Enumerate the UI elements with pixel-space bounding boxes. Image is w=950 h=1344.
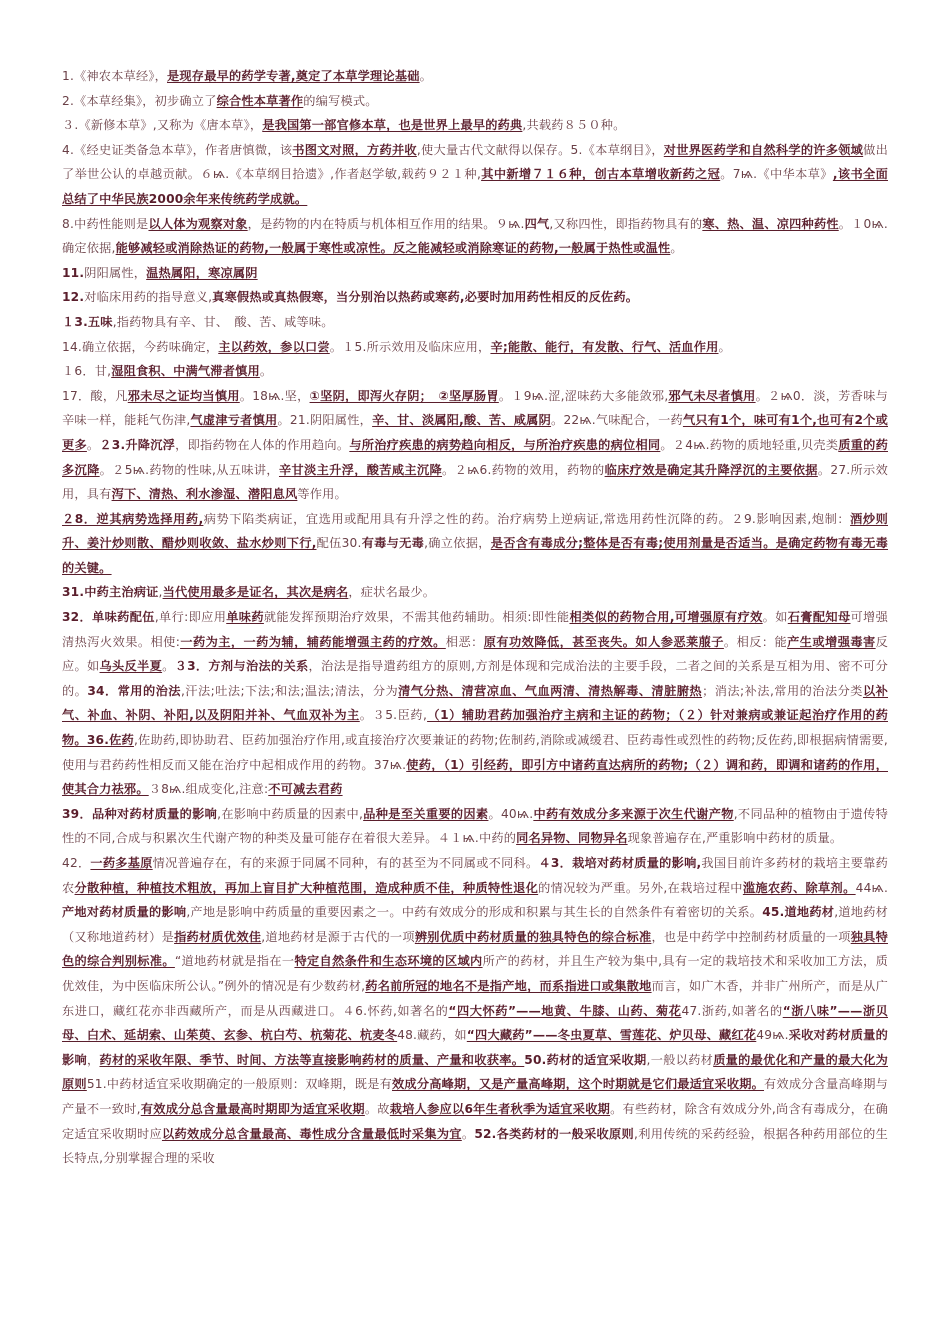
text-run: 。２4ѩ.药物的质地轻重,贝壳类	[660, 437, 839, 452]
key-phrase: 其中新增７１６种，创古本草增收新药之冠	[481, 167, 721, 182]
key-phrase: “四大藏药”——冬虫夏草、雪莲花、炉贝母、藏红花	[466, 1028, 757, 1043]
text-run: 而言，如广木香，并非广州所产，而是从广东进口，藏红花亦非西藏所产，而是从西藏进口。４6.怀药,如著名的	[62, 978, 888, 1018]
paragraph	[62, 335, 888, 360]
key-phrase: 一药多基原	[90, 856, 153, 870]
heading-phrase: 39．品种对药材质量的影响	[62, 806, 218, 821]
key-phrase: 特定自然条件和生态环境的区域内	[294, 954, 483, 969]
text-run: 就能发挥预期治疗效果，不需其他药辅助。相须:即性能	[263, 610, 570, 625]
text-run: ，治法是指导遣药组方的原则,方剂是体现和完成治法的主要手段，二者之间的关系是互相为用、密不可分的。	[62, 659, 888, 698]
text-run: ,佐助药,即协助君、臣药加强治疗作用,或直接治疗次要兼证的药物;佐制药,消除或减缓君、臣药毒性或烈性的药物;反佐药,即根据病情需要,使用与君药药性相反而又能在治疗中起相成作用的药物。37ѩ.	[62, 733, 888, 772]
heading-phrase: 真寒假热或真热假寒，当分别治以热药或寒药,必要时加用药性相反的反佐药。	[212, 290, 639, 305]
text-run: 。２5ѩ.药物的性味,从五味讲，	[99, 462, 279, 477]
paragraph	[62, 605, 888, 802]
text-run: ,在影响中药质量的因素中,	[217, 806, 364, 821]
text-run: ，是药物的内在特质与机体相互作用的结果。９ѩ.	[247, 216, 525, 231]
key-phrase: “四大怀药”——地黄、牛膝、山药、菊花	[448, 1003, 682, 1018]
heading-phrase: 50.药材的适宜采收期	[524, 1052, 647, 1067]
paragraph	[62, 384, 888, 507]
text-run: 42．	[62, 856, 91, 870]
key-phrase: 辛、甘、淡属阳,酸、苦、咸属阴	[372, 413, 552, 428]
key-phrase: 药名前所冠的地名不是指产地，而系指进口或集散地	[365, 978, 652, 993]
key-phrase: ２8．逆其病势选择用药,	[62, 511, 204, 526]
heading-phrase: ３3．方剂与治法的关系	[174, 659, 309, 674]
key-phrase: 使药，（1）引经药，即引方中诸药直达病所的药物;（２）调和药，即调和诸药的作用，使其合力祛邪。	[62, 757, 888, 797]
paragraph	[62, 802, 888, 851]
text-run: 配伍30.	[316, 536, 362, 551]
text-run: ,共载药８５０种。	[522, 118, 626, 133]
text-run: ,一般以药材	[646, 1052, 714, 1067]
text-run: 可增强清热泻火效果。相使:	[62, 610, 888, 649]
heading-phrase: 52.各类药材的一般采收原则	[474, 1126, 635, 1141]
key-phrase: 效成分高峰期，又是产量高峰期，这个时期就是它们最适宜采收期。	[392, 1077, 765, 1092]
text-run: 有效成分含量高峰期与产量不一致时,	[62, 1077, 889, 1116]
text-run: ,单行:即应用	[154, 610, 227, 625]
text-run: 病势下陷类病证，宜选用或配用具有升浮之性的药。治疗病势上逆病证,常选用药性沉降的药。２9.影响因素,炮制：	[203, 511, 851, 526]
key-phrase: 泻下、清热、利水渗湿、潜阳息风	[111, 487, 298, 502]
key-phrase: 产生或增强毒害	[787, 634, 876, 649]
heading-phrase: 有毒与无毒	[361, 536, 425, 551]
key-phrase: 邪未尽之证均当慎用	[127, 388, 240, 403]
text-run: 。	[461, 1126, 475, 1141]
text-run: ；消法;补法,常用的治法分类	[702, 683, 863, 698]
key-phrase: 气虚津亏者慎用	[190, 413, 278, 428]
text-run: ，症状名最少。	[348, 585, 436, 600]
text-run: 我国目前许多药材的栽培主要靠药农	[62, 856, 889, 895]
key-phrase: 是现存最早的药学专著,奠定了本草学理论基础	[167, 69, 420, 83]
key-phrase: 临床疗效是确定其升降浮沉的主要依据	[604, 462, 818, 477]
text-run: ,利用传统的采药经验，根据各种药用部位的生长特点,分别掌握合理的采收	[62, 1126, 888, 1166]
paragraph	[62, 138, 888, 212]
text-run: 2.《本草经集》，初步确立了	[62, 93, 217, 108]
key-phrase: 石膏配知母	[787, 610, 851, 625]
text-run: ,产地是影响中药质量的重要因素之一。中药有效成分的形成和积累与其生长的自然条件有着密切的关系。	[186, 905, 763, 920]
text-run: 4.《经史证类备急本草》，作者唐慎微，该	[62, 142, 293, 157]
text-run: 51.中药材适宜采收期确定的一般原则：双峰期，既是有	[86, 1077, 393, 1092]
text-run: ,指药物具有辛、甘、 酸、苦、咸等味。	[112, 314, 334, 329]
paragraph	[62, 113, 888, 138]
heading-phrase: ２3.升降沉浮	[99, 437, 176, 452]
key-phrase: 酒炒则升、姜汁炒则散、醋炒则收敛、盐水炒则下行,	[62, 511, 888, 551]
key-phrase: （1）辅助君药加强治疗主病和主证的药物；（２）针对兼病或兼证起治疗作用的药物。36.佐药	[62, 708, 888, 748]
key-phrase: 质重的药多沉降	[62, 437, 888, 477]
text-run: 17．酸，凡	[62, 388, 128, 403]
key-phrase: 温热属阳，寒凉属阴	[146, 265, 258, 280]
key-phrase: 综合性本草著作	[216, 93, 304, 108]
text-run: 。１9ѩ.涩,涩味药大多能敛邪,	[498, 388, 669, 403]
text-run: 。２ѩ6.药物的效用，药物的	[442, 462, 605, 477]
key-phrase: 以药效成分总含量最高、毒性成分含量最低时采集为宜	[161, 1126, 462, 1141]
key-phrase: 是否含有毒成分;整体是否有毒;使用剂量是否适当。是确定药物有毒无毒的关键。	[62, 536, 889, 575]
text-run: 。	[718, 339, 731, 354]
key-phrase: 分散种植，种植技术粗放，再加上盲目扩大种植范围，造成种质不佳，种质特性退化	[74, 880, 539, 895]
paragraph	[62, 580, 888, 605]
text-run: ，也是中药学中控制药材质量的一项	[651, 929, 851, 944]
key-phrase: ①坚阴，即泻火存阴； ②坚厚肠胃	[309, 388, 499, 403]
text-run: 。相反：能	[723, 634, 788, 649]
text-run: 。２ѩ0．淡，芳香味与辛味一样，能耗气伤津,	[62, 388, 888, 428]
key-phrase: 以补气、补血、补阴、补阳,以及阴阳并补、气血双补为主	[62, 683, 889, 723]
key-phrase: 湿阻食积、中满气滞者慎用	[111, 364, 260, 379]
key-phrase: 栽培人参应以6年生者秋季为适宜采收期	[389, 1101, 611, 1116]
text-run: “道地药材就是指在一	[174, 954, 295, 969]
text-run: 。３5.臣药,	[359, 708, 428, 723]
text-run: 。27.所示效用，具有	[62, 462, 888, 502]
text-run: 对临床用药的指导意义,	[84, 290, 213, 305]
key-phrase: 辛甘淡主升浮，酸苦咸主沉降	[278, 462, 443, 477]
paragraph	[62, 851, 888, 1171]
key-phrase: 清气分热、清营凉血、气血两清、清热解毒、清脏腑热	[398, 683, 703, 698]
key-phrase: 相类似的药物合用,可增强原有疗效	[569, 610, 763, 625]
key-phrase: 有效成分总含量最高时期即为适宜采收期	[140, 1101, 365, 1116]
key-phrase: “浙八味”——浙贝母、白术、延胡索、山茱萸、玄参、杭白芍、杭菊花、杭麦冬	[62, 1003, 888, 1043]
key-phrase: 原有功效降低，甚至丧失。如人参恶莱菔子	[483, 634, 724, 649]
text-run: 1.《神农本草经》，	[62, 69, 168, 83]
text-run: 所产的药材，并且生产较为集中,具有一定的栽培技术和采收加工方法，质优效佳，为中医临床所公认。”例外的情况是有少数药材,	[62, 954, 888, 993]
paragraph	[62, 64, 888, 89]
paragraph	[62, 310, 888, 335]
text-run: ，	[87, 1052, 100, 1067]
text-run: 47.浙药,如著名的	[681, 1003, 783, 1018]
text-run: 的情况较为严重。另外,在栽培过程中	[538, 880, 743, 895]
text-run: ,确立依据，	[424, 536, 491, 551]
text-run: 阴阳属性，	[84, 265, 147, 280]
key-phrase: 中药有效成分多来源于次生代谢产物	[533, 806, 734, 821]
paragraph	[62, 507, 888, 581]
key-phrase: 辛;能散、能行，有发散、行气、活血作用	[490, 339, 719, 354]
key-phrase: 气只有1个，味可有1个,也可有2个或更多	[62, 413, 888, 452]
key-phrase: 寒、热、温、凉四种药性	[702, 216, 839, 231]
key-phrase: 滥施农药、除草剂。	[742, 880, 856, 895]
text-run: 相恶：	[445, 634, 484, 649]
text-run: 。40ѩ.	[488, 806, 534, 821]
key-phrase: 是我国第一部官修本草，也是世界上最早的药典	[262, 118, 523, 133]
text-run: 做出了举世公认的卓越贡献。６ѩ.《本草纲目拾遗》,作者赵学敏,载药９２１种,	[62, 142, 889, 182]
text-run: 。	[86, 437, 100, 452]
key-phrase: 主以药效，参以口尝	[218, 339, 330, 354]
text-run: 44ѩ.	[855, 880, 889, 895]
text-run: ,不同品种的植物由于遗传特性的不同,合成与积累次生代谢产物的种类及量可能存在着很大差异。４１ѩ.中药的	[62, 806, 889, 846]
text-run: １6．甘,	[62, 364, 112, 379]
key-phrase: 不可减去君药	[268, 782, 343, 797]
paragraph	[62, 261, 888, 286]
key-phrase: ,该书全面总结了中华民族2000余年来传统药学成就。	[62, 167, 888, 206]
text-run: 。7ѩ.《中华本草》	[720, 167, 833, 182]
key-phrase: 辨别优质中药材质量的独具特色的综合标准	[414, 929, 652, 944]
key-phrase: 独具特色的综合判别标准。	[62, 929, 888, 969]
text-run: 。１0ѩ.确定依据,	[62, 216, 888, 256]
text-run: 48.藏药，如	[397, 1028, 467, 1043]
text-run: 。	[162, 659, 175, 674]
text-run: 。	[419, 69, 433, 83]
heading-phrase: １3.五味	[62, 314, 113, 329]
key-phrase: 能够减轻或消除热证的药物,一般属于寒性或凉性。反之能减轻或消除寒证的药物,一般属于热性或温性	[115, 241, 671, 256]
text-run: 14.确立依据，今药味确定，	[62, 339, 219, 354]
text-run: ３8ѩ.组成变化,注意:	[148, 782, 269, 797]
heading-phrase: 45.道地药材	[762, 905, 835, 920]
text-run: 。22ѩ.气味配合，一药	[551, 413, 683, 428]
text-run: 。故	[364, 1101, 390, 1116]
text-run: 。有些药材，除含有效成分外,尚含有毒成分，在确定适宜采收期时应	[62, 1101, 888, 1141]
key-phrase: 品种是至关重要的因素	[363, 806, 489, 821]
heading-phrase: 产地对药材质量的影响	[62, 905, 187, 920]
text-run: ,道地药材是源于古代的一项	[261, 929, 415, 944]
key-phrase: 与所治疗疾患的病势趋向相反，与所治疗疾患的病位相同	[349, 437, 661, 452]
text-run: 。１5.所示效用及临床应用，	[329, 339, 491, 354]
heading-phrase: 34．常用的治法	[87, 683, 181, 698]
text-run: ,使大量古代文献得以保存。5.《本草纲目》，	[416, 142, 664, 157]
text-run: 。如	[762, 610, 788, 625]
text-run: 等作用。	[297, 487, 347, 502]
text-run: 。18ѩ.坚，	[239, 388, 310, 403]
text-run: ,汗法;吐法;下法;和法;温法;清法，分为	[180, 683, 399, 698]
key-phrase: 当代使用最多是证名，其次是病名	[162, 585, 349, 600]
heading-phrase: 四气	[524, 216, 550, 231]
key-phrase: 同名异物、同物异名	[516, 831, 628, 846]
text-run: 情况普遍存在，有的来源于同属不同种，有的甚至为不同属或不同科。	[152, 856, 539, 870]
heading-phrase: 12.	[62, 290, 85, 305]
heading-phrase: ４3．栽培对药材质量的影响,	[538, 856, 702, 870]
key-phrase: 以人体为观察对象	[148, 216, 248, 231]
key-phrase: 单味药	[226, 610, 264, 625]
text-run: 。	[670, 241, 683, 256]
heading-phrase: 31.中药主治病证	[62, 585, 159, 600]
heading-phrase: 11.	[62, 265, 85, 280]
text-run: 。	[259, 364, 273, 379]
document-page	[62, 64, 888, 1171]
key-phrase: 指药材质优效佳	[174, 929, 262, 944]
text-run: 。21.阴阳属性，	[277, 413, 373, 428]
key-phrase: 乌头反半夏	[99, 659, 163, 674]
paragraph	[62, 285, 888, 310]
text-run: ,	[158, 585, 163, 600]
paragraph	[62, 212, 888, 261]
text-run: ３.《新修本草》,又称为《唐本草》，	[62, 118, 263, 133]
key-phrase: 一药为主，一药为辅，辅药能增强主药的疗效。	[180, 634, 446, 649]
text-run: 反应。如	[62, 634, 889, 674]
key-phrase: 书图文对照，方药并收	[292, 142, 417, 157]
key-phrase: 质量的最优化和产量的最大化为原则	[62, 1052, 888, 1092]
text-run: 8.中药性能则是	[62, 216, 149, 231]
text-run: 49ѩ.	[756, 1028, 789, 1043]
text-run: ,又称四性，即指药物具有的	[549, 216, 703, 231]
text-run: ,道地药材（又称地道药材）是	[62, 905, 889, 944]
paragraph	[62, 89, 888, 114]
heading-phrase: 采收对药材质量的影响	[62, 1028, 888, 1067]
text-run: ，即指药物在人体的作用趋向。	[175, 437, 350, 452]
key-phrase: 邪气未尽者慎用	[668, 388, 756, 403]
text-run: 的编写模式。	[303, 93, 378, 108]
key-phrase: 对世界医药学和自然科学的许多领域	[663, 142, 864, 157]
paragraph	[62, 359, 888, 384]
key-phrase: 药材的采收年限、季节、时间、方法等直接影响药材的质量、产量和收获率。	[99, 1052, 525, 1067]
heading-phrase: 32．单味药配伍	[62, 610, 155, 625]
text-run: 现象普遍存在,严重影响中药材的质量。	[627, 831, 843, 846]
